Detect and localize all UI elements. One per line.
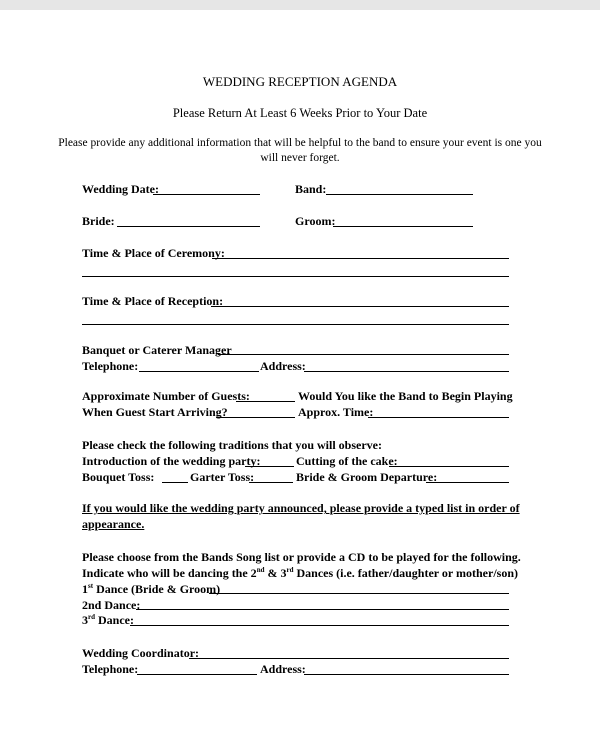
telephone2-label: Telephone: bbox=[82, 662, 139, 676]
garter-field[interactable] bbox=[249, 482, 293, 483]
band-begin-label: Would You like the Band to Begin Playing bbox=[298, 389, 513, 403]
address2-label: Address: bbox=[260, 662, 306, 676]
approx-time-label: Approx. Time: bbox=[298, 405, 374, 419]
band-label: Band: bbox=[295, 182, 327, 196]
groom-field[interactable] bbox=[333, 226, 473, 227]
coordinator-field[interactable] bbox=[189, 658, 509, 659]
groom-label: Groom: bbox=[295, 214, 336, 228]
telephone2-field[interactable] bbox=[137, 674, 257, 675]
guests-field[interactable] bbox=[236, 401, 295, 402]
form-subtitle: Please Return At Least 6 Weeks Prior to Your Date bbox=[172, 106, 428, 120]
announced-text-line-1: If you would like the wedding party announced, please provide a typed list in order of bbox=[82, 501, 520, 515]
telephone-label: Telephone: bbox=[82, 359, 139, 373]
form-title: WEDDING RECEPTION AGENDA bbox=[202, 74, 398, 89]
garter-label: Garter Toss: bbox=[190, 470, 255, 484]
introduction-label: Introduction of the wedding party: bbox=[82, 454, 261, 468]
first-dance-field[interactable] bbox=[209, 593, 509, 594]
traditions-heading: Please check the following traditions that you will observe: bbox=[82, 438, 382, 452]
wedding-date-label: Wedding Date: bbox=[82, 182, 160, 196]
intro-line-2: will never forget. bbox=[260, 152, 340, 164]
band-field[interactable] bbox=[326, 194, 473, 195]
third-dance-field[interactable] bbox=[130, 625, 509, 626]
departure-label: Bride & Groom Departure: bbox=[296, 470, 438, 484]
coordinator-label: Wedding Coordinator: bbox=[82, 646, 200, 660]
bouquet-label: Bouquet Toss: bbox=[82, 470, 155, 484]
guest-arriving-field[interactable] bbox=[217, 417, 295, 418]
ceremony-label: Time & Place of Ceremony: bbox=[82, 246, 225, 260]
bride-label: Bride: bbox=[82, 214, 115, 228]
ceremony-field-line-2[interactable] bbox=[82, 276, 509, 277]
wedding-date-field[interactable] bbox=[153, 194, 260, 195]
cake-field[interactable] bbox=[389, 466, 509, 467]
telephone-field[interactable] bbox=[139, 371, 259, 372]
form-page bbox=[0, 10, 600, 730]
second-dance-field[interactable] bbox=[136, 609, 509, 610]
first-dance-label: 1st Dance (Bride & Groom) bbox=[82, 582, 221, 596]
song-instructions-line-2: Indicate who will be dancing the 2nd & 3rd Dances (i.e. father/daughter or mother/son) bbox=[82, 566, 519, 580]
cake-label: Cutting of the cake: bbox=[296, 454, 398, 468]
ceremony-field[interactable] bbox=[212, 258, 509, 259]
reception-field-line-2[interactable] bbox=[82, 324, 509, 325]
second-dance-label: 2nd Dance: bbox=[82, 598, 141, 612]
reception-label: Time & Place of Reception: bbox=[82, 294, 224, 308]
third-dance-label: 3rd Dance: bbox=[82, 613, 134, 627]
departure-field[interactable] bbox=[426, 482, 509, 483]
bride-field[interactable] bbox=[117, 226, 260, 227]
address-label: Address: bbox=[260, 359, 306, 373]
intro-line-1: Please provide any additional information that will be helpful to the band to ensure your event is one you bbox=[58, 137, 542, 149]
announced-text-line-2: appearance. bbox=[82, 517, 145, 531]
banquet-field[interactable] bbox=[218, 354, 509, 355]
bouquet-field[interactable] bbox=[162, 482, 188, 483]
approx-time-field[interactable] bbox=[368, 417, 509, 418]
guest-arriving-label: When Guest Start Arriving? bbox=[82, 405, 228, 419]
banquet-label: Banquet or Caterer Manager bbox=[82, 343, 232, 357]
address2-field[interactable] bbox=[304, 674, 509, 675]
guests-label: Approximate Number of Guests: bbox=[82, 389, 250, 403]
reception-field[interactable] bbox=[211, 306, 509, 307]
viewer-top-bar bbox=[0, 0, 600, 10]
song-instructions-line-1: Please choose from the Bands Song list or provide a CD to be played for the following. bbox=[82, 550, 521, 564]
introduction-field[interactable] bbox=[245, 466, 294, 467]
address-field[interactable] bbox=[304, 371, 509, 372]
